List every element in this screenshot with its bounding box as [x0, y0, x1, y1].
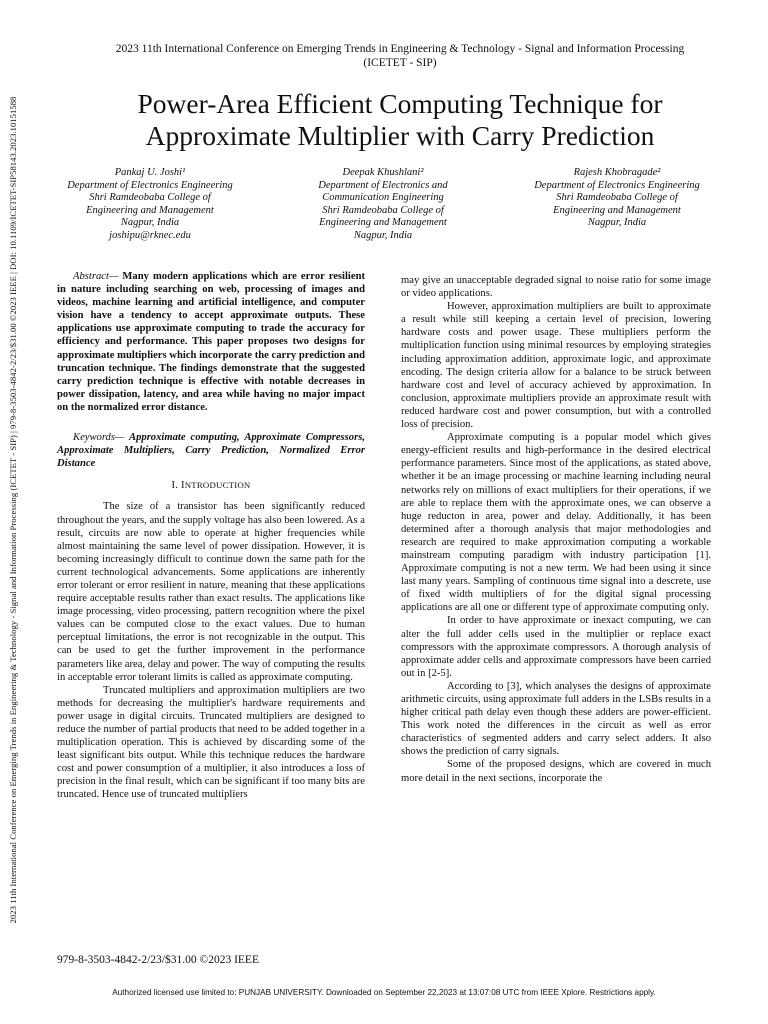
- conference-line-2: (ICETET - SIP): [363, 57, 437, 69]
- paper-title: [40, 88, 760, 152]
- body-paragraph: In order to have approximate or inexact computing, we can alter the full adder cells used in the multiplier or replace exact compressors with the approximate compressors. A thorough analysis of approximate adder cells and approximate compressors have been carried out in [2-5].: [401, 615, 711, 679]
- conference-header: [40, 42, 760, 70]
- left-column: [57, 270, 365, 802]
- abstract: [57, 270, 365, 414]
- body-paragraph: Approximate computing is a popular model which gives energy-efficient results and high-performance in the desired electrical performance parameters. Since most of the applications, as stated above, whether it be an image processing or machine learning including neural networks rely on millions of exact multipliers for their operations, if we are able to replace them with the approximate ones, we can observe a huge reducton in area, power and delay. Additionally, it has been determined after a thorough analysis that major methodologies and research are required to make approximation computing a workable mainstream computing paradigm with industry participation [1]. Approximate computing is not a new term. We had been using it since last many years. Sampling of continuous time signal into a descrete, use of fixed width multipliers of for the digital signal processing applications are all one or different type of approximate computing only.: [401, 432, 711, 614]
- author-block-2: [268, 167, 498, 243]
- author-affiliation-line: Shri Ramdeobaba College of: [322, 204, 444, 216]
- body-paragraph: According to [3], which analyses the designs of approximate arithmetic circuits, using approximate full adders in the LSBs results in a higher critical path delay even though these adders are power-efficient. This work noted the differences in the circuit as well as error characteristics of segmented adders and carry select adders. It also shows the prediction of carry signals.: [401, 680, 711, 758]
- footer-authorized-notice: Authorized licensed use limited to: PUNJAB UNIVERSITY. Downloaded on September 22,2023 at 13:07:08 UTC from IEEE Xplore. Restrictions apply.: [112, 988, 656, 997]
- body-paragraph: Some of the proposed designs, which are covered in much more detail in the next sections, incorporate the: [401, 759, 711, 784]
- author-affiliation-line: Shri Ramdeobaba College of: [556, 192, 678, 204]
- author-name: Deepak Khushlani²: [342, 167, 424, 178]
- author-affiliation-line: Department of Electronics Engineering: [534, 179, 700, 191]
- keywords-label: Keywords—: [73, 432, 125, 444]
- author-block-3: [502, 167, 732, 230]
- body-paragraph: The size of a transistor has been significantly reduced throughout the years, and the supply voltage has also been lowered. As a result, circuits are now able to operate at higher frequencies while almost maintaining the same level of power dissipation. However, it is becoming increasingly difficult to continue down the same path for the current technological advancements. Some applications are inherently error tolerant or error resilient in nature, meaning that these applications require acceptable results rather than exact results. The applications like image processing, video processing, pattern recognition where the pixel values can be computed close to the exact values. Due to human perceptual limitations, the error is not recognizable in the output. This can be used to get the further improvement in the performance parameters like area, delay and power. The way of computing the results in acceptable error tolerant limits is called as approximate computing.: [57, 501, 365, 683]
- author-affiliation-line: Nagpur, India: [353, 229, 413, 241]
- author-email: joshipu@rknec.edu: [109, 229, 191, 241]
- author-name: Pankaj U. Joshi¹: [114, 167, 186, 178]
- author-affiliation-line: Nagpur, India: [120, 217, 180, 229]
- author-name: Rajesh Khobragade²: [573, 167, 661, 178]
- abstract-text: Many modern applications which are error resilient in nature including searching on web, processing of images and videos, machine learning and artificial intelligence, and computer vision have a tendency to accept approximate outputs. These applications use approximate computing to trade the accuracy for efficiency and performance. This paper proposes two designs for approximate multipliers which incorporate the carry prediction and truncation technique. The findings demonstrate that the suggested carry prediction technique is effective with notable decreases in power dissipation, latency, and area while having no major impact on the normalized error distance.: [57, 271, 365, 413]
- author-affiliation-line: Engineering and Management: [553, 204, 681, 216]
- side-doi-strip: [6, 40, 20, 980]
- title-line-2: Approximate Multiplier with Carry Prediction: [145, 120, 655, 151]
- footer-isbn: 979-8-3503-4842-2/23/$31.00 ©2023 IEEE: [57, 954, 259, 966]
- author-affiliation-line: Nagpur, India: [587, 217, 647, 229]
- abstract-label: Abstract—: [73, 271, 119, 282]
- author-affiliation-line: Engineering and Management: [319, 217, 447, 229]
- section-heading-introduction: I. INTRODUCTION: [171, 480, 251, 492]
- author-block-1: [35, 167, 265, 243]
- body-paragraph: Truncated multipliers and approximation multipliers are two methods for decreasing the multiplier's hardware requirements and power usage in digital circuits. Truncated multipliers are designed to reduce the number of partial products that need to be added together in a multiplication operation. This is achieved by discarding some of the least significant bits output. While this technique reduces the hardware cost and power consumption of a multiplier, it also introduces a loss of precision in the final result, which can be significant if too many bits are truncated. Hence use of truncated multipliers: [57, 684, 365, 801]
- author-affiliation-line: Shri Ramdeobaba College of: [89, 192, 211, 204]
- author-affiliation-line: Department of Electronics and: [318, 179, 448, 191]
- right-column: [401, 274, 711, 785]
- body-paragraph: However, approximation multipliers are built to approximate a result while still keeping a certain level of precision, lowering hardware costs and power usage. These multipliers perform the multiplication function using minimal resources by employing strategies including approximation addition, approximate logic, and approximate encoding. The design criteria allow for a balance to be struck between hardware cost and level of accuracy achieved by approximation. In conclusion, approximate multipliers provide an approximate result with reduced hardware cost and power consumption, but with a controlled loss of precision.: [401, 301, 711, 431]
- author-affiliation-line: Engineering and Management: [86, 204, 214, 216]
- keywords-text: Approximate computing, Approximate Compressors, Approximate Multipliers, Carry Prediction, Normalized Error Distance: [57, 432, 365, 470]
- author-affiliation-line: Communication Engineering: [322, 192, 444, 204]
- title-line-1: Power-Area Efficient Computing Technique for: [137, 88, 663, 119]
- keywords: [57, 431, 365, 470]
- side-doi-text: 2023 11th International Conference on Emerging Trends in Engineering & Technology - Signal and Information Processing (ICETET - SIP) | 979-8-3503-4842-2/23/$31.00 ©2023 IEEE | DOI: 10.1109/ICETET-SIP58143.2023.10151588: [8, 96, 18, 924]
- conference-line-1: 2023 11th International Conference on Emerging Trends in Engineering & Technology - Signal and Information Processing: [115, 43, 685, 55]
- body-paragraph-continued: may give an unacceptable degraded signal to noise ratio for some image or video applications.: [401, 275, 711, 300]
- author-affiliation-line: Department of Electronics Engineering: [67, 179, 233, 191]
